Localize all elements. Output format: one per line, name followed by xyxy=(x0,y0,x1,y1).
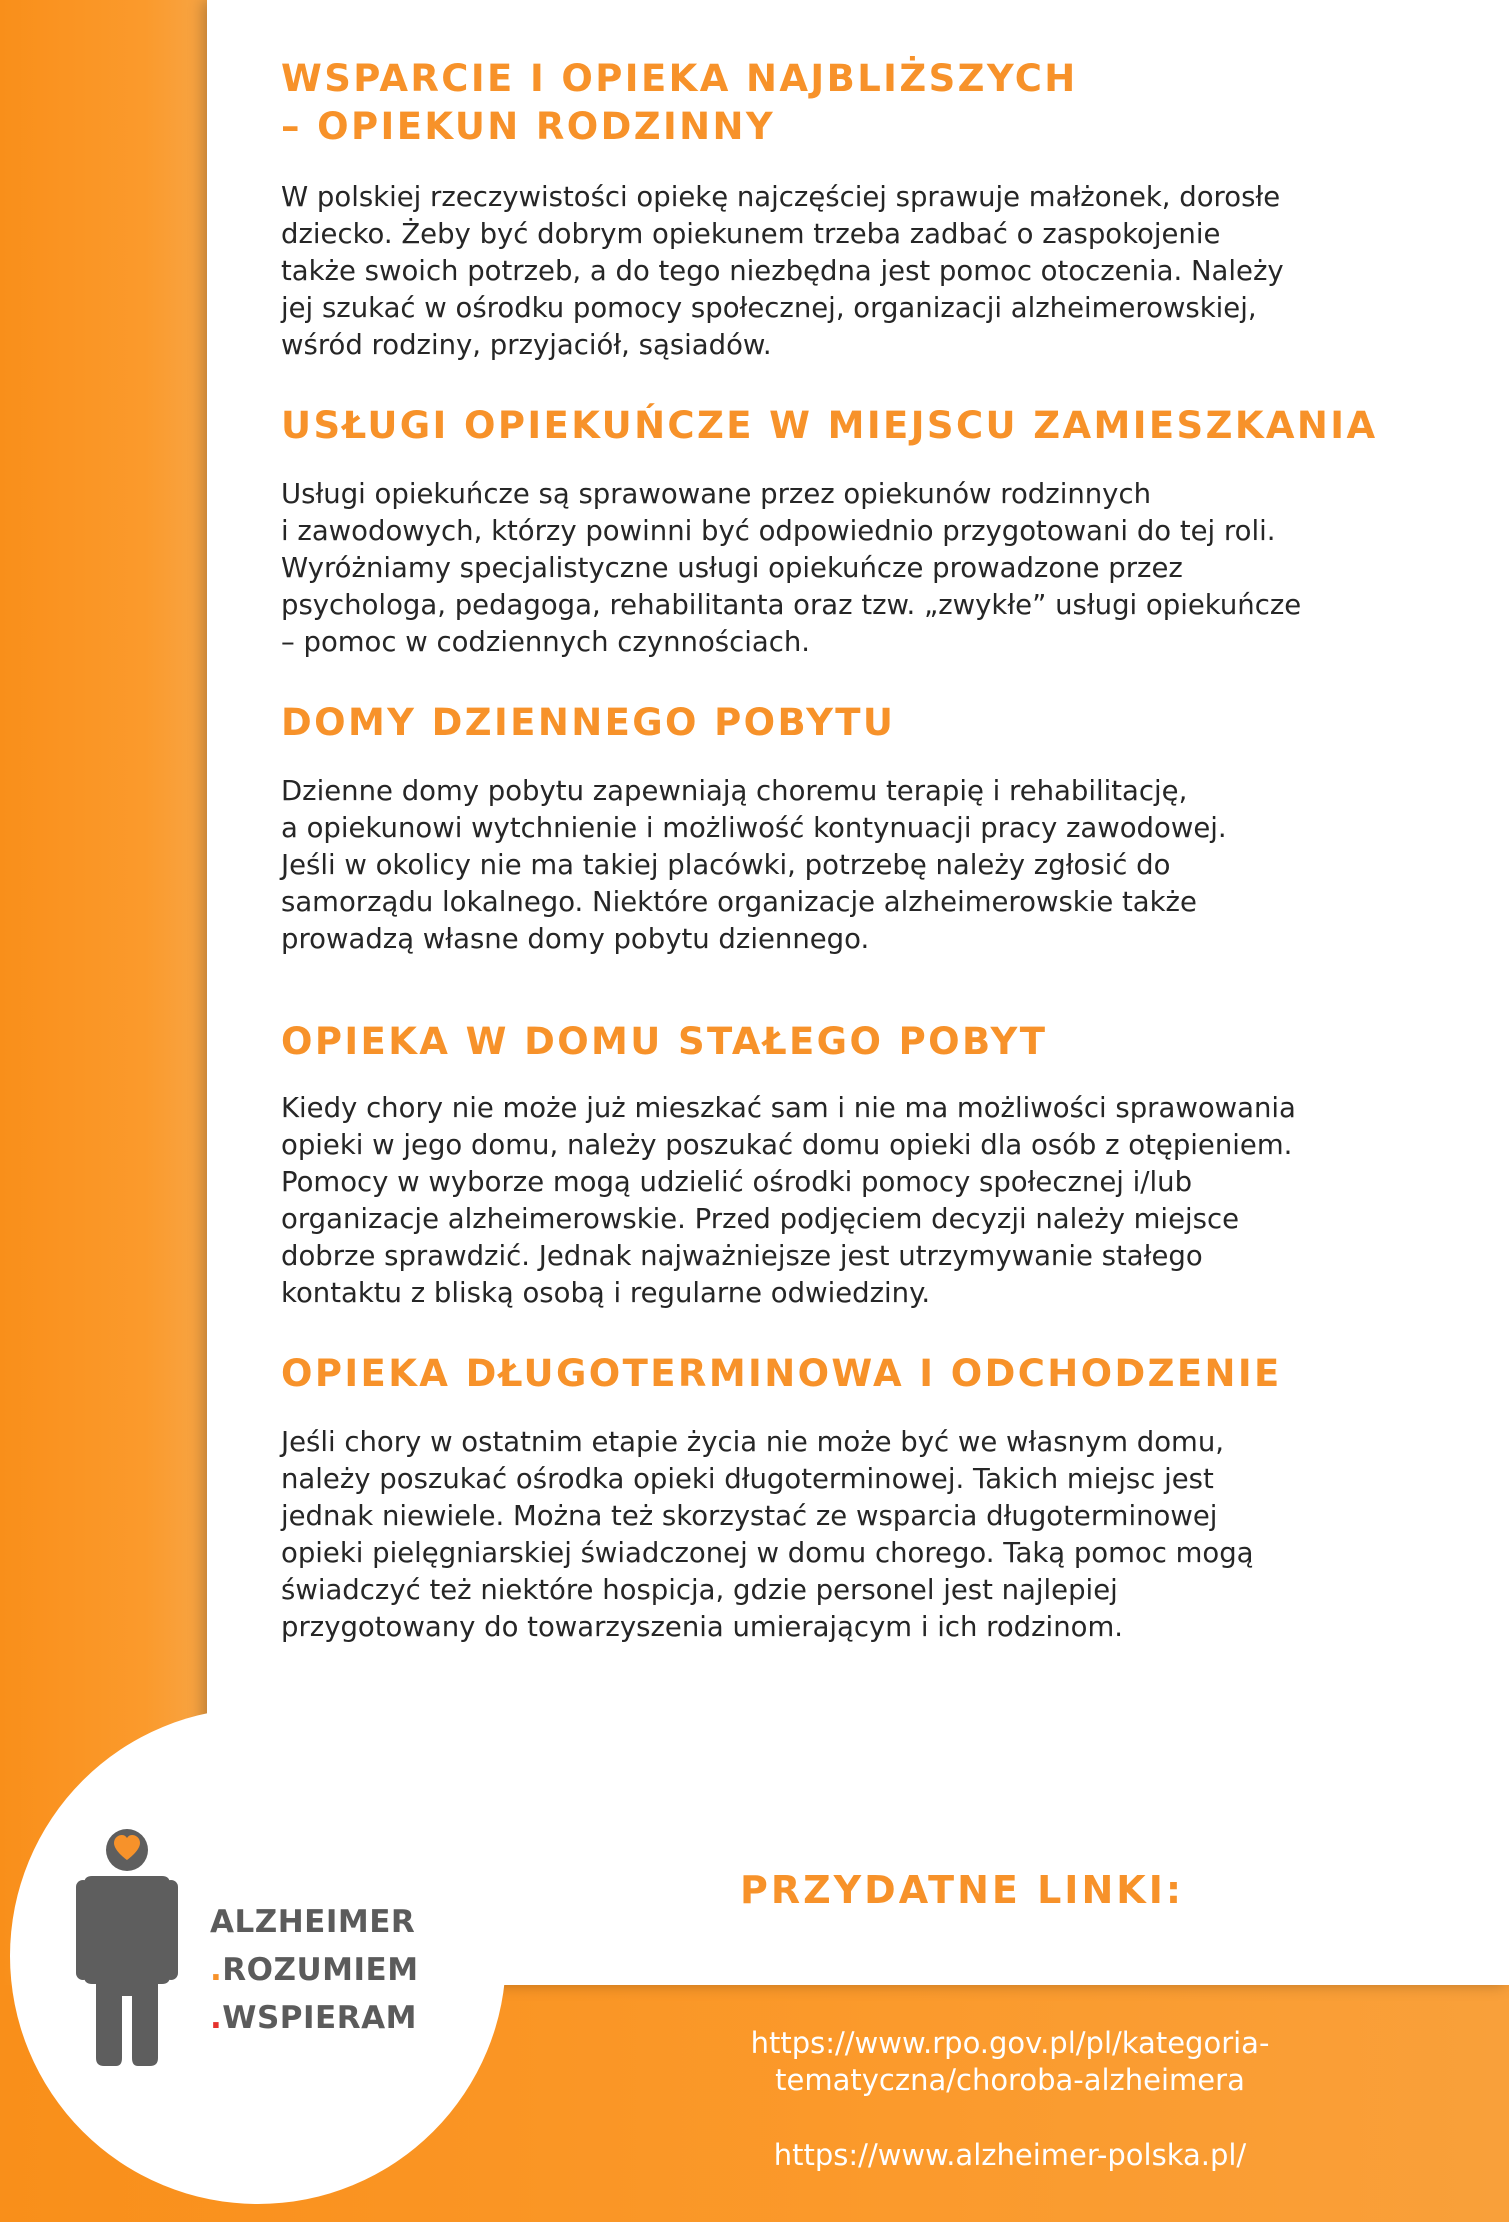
section-body: Jeśli chory w ostatnim etapie życia nie może być we własnym domu, należy poszukać ośrodka opieki długoterminowej. Takich miejsc jest jednak niewiele. Można też skorzystać ze wsparcia długoterminowej opieki pielęgniarskiej świadczonej w domu chorego. Taką pomoc mogą świadczyć też niektóre hospicja, gdzie personel jest najlepiej przygotowany do towarzyszenia umierającym i ich rodzinom. xyxy=(281,1426,1254,1643)
section-home-care-services xyxy=(281,402,1441,661)
logo-dot-red: . xyxy=(210,2000,223,2036)
logo-word-wspieram: WSPIERAM xyxy=(222,2000,417,2036)
useful-links xyxy=(660,2025,1360,2174)
person-with-heart-icon xyxy=(62,1826,192,2066)
section-residential-care xyxy=(281,1018,1441,1312)
section-heading: DOMY DZIENNEGO POBYTU xyxy=(281,701,896,744)
section-body: Usługi opiekuńcze są sprawowane przez opiekunów rodzinnych i zawodowych, którzy powinni być odpowiednio przygotowani do tej roli. Wyróżniamy specjalistyczne usługi opiekuńcze prowadzone przez psychologa, pedagoga, rehabilitanta oraz tzw. „zwykłe” usługi opiekuńcze – pomoc w codziennych czynnościach. xyxy=(281,478,1302,658)
logo-dot-orange: . xyxy=(210,1952,223,1988)
section-long-term-care xyxy=(281,1350,1441,1646)
section-heading: OPIEKA DŁUGOTERMINOWA I ODCHODZENIE xyxy=(281,1352,1282,1395)
section-body: Kiedy chory nie może już mieszkać sam i nie ma możliwości sprawowania opieki w jego domu, należy poszukać domu opieki dla osób z otępieniem. Pomocy w wyborze mogą udzielić ośrodki pomocy społecznej i/lub organizacje alzheimerowskie. Przed podjęciem decyzji należy miejsce dobrze sprawdzić. Jednak najważniejsze jest utrzymywanie stałego kontaktu z bliską osobą i regularne odwiedziny. xyxy=(281,1092,1296,1309)
logo-word-rozumiem: ROZUMIEM xyxy=(222,1952,419,1988)
main-content xyxy=(281,55,1441,1646)
section-heading: USŁUGI OPIEKUŃCZE W MIEJSCU ZAMIESZKANIA xyxy=(281,404,1378,447)
section-body: Dzienne domy pobytu zapewniają choremu terapię i rehabilitację, a opiekunowi wytchnienie i możliwość kontynuacji pracy zawodowej. Jeśli w okolicy nie ma takiej placówki, potrzebę należy zgłosić do samorządu lokalnego. Niektóre organizacje alzheimerowskie także prowadzą własne domy pobytu dziennego. xyxy=(281,775,1227,955)
logo-line-1: ALZHEIMER xyxy=(210,1904,416,1940)
section-day-care-homes xyxy=(281,699,1441,958)
section-body: W polskiej rzeczywistości opiekę najczęściej sprawuje małżonek, dorosłe dziecko. Żeby być dobrym opiekunem trzeba zadbać o zaspokojenie także swoich potrzeb, a do tego niezbędna jest pomoc otoczenia. Należy jej szukać w ośrodku pomocy społecznej, organizacji alzheimerowskiej, wśród rodziny, przyjaciół, sąsiadów. xyxy=(281,181,1284,361)
useful-links-title: PRZYDATNE LINKI: xyxy=(740,1868,1185,1912)
link-rpo[interactable]: https://www.rpo.gov.pl/pl/kategoria- tematyczna/choroba-alzheimera xyxy=(750,2026,1270,2097)
logo-line-3 xyxy=(210,1994,419,2042)
logo-line-2 xyxy=(210,1946,419,1994)
link-alzheimer-polska[interactable]: https://www.alzheimer-polska.pl/ xyxy=(773,2138,1247,2172)
section-heading: OPIEKA W DOMU STAŁEGO POBYT xyxy=(281,1020,1048,1063)
alzheimer-logo-text xyxy=(210,1898,419,2042)
section-family-caregiver xyxy=(281,55,1441,364)
section-heading: WSPARCIE I OPIEKA NAJBLIŻSZYCH – OPIEKUN RODZINNY xyxy=(281,57,1078,148)
